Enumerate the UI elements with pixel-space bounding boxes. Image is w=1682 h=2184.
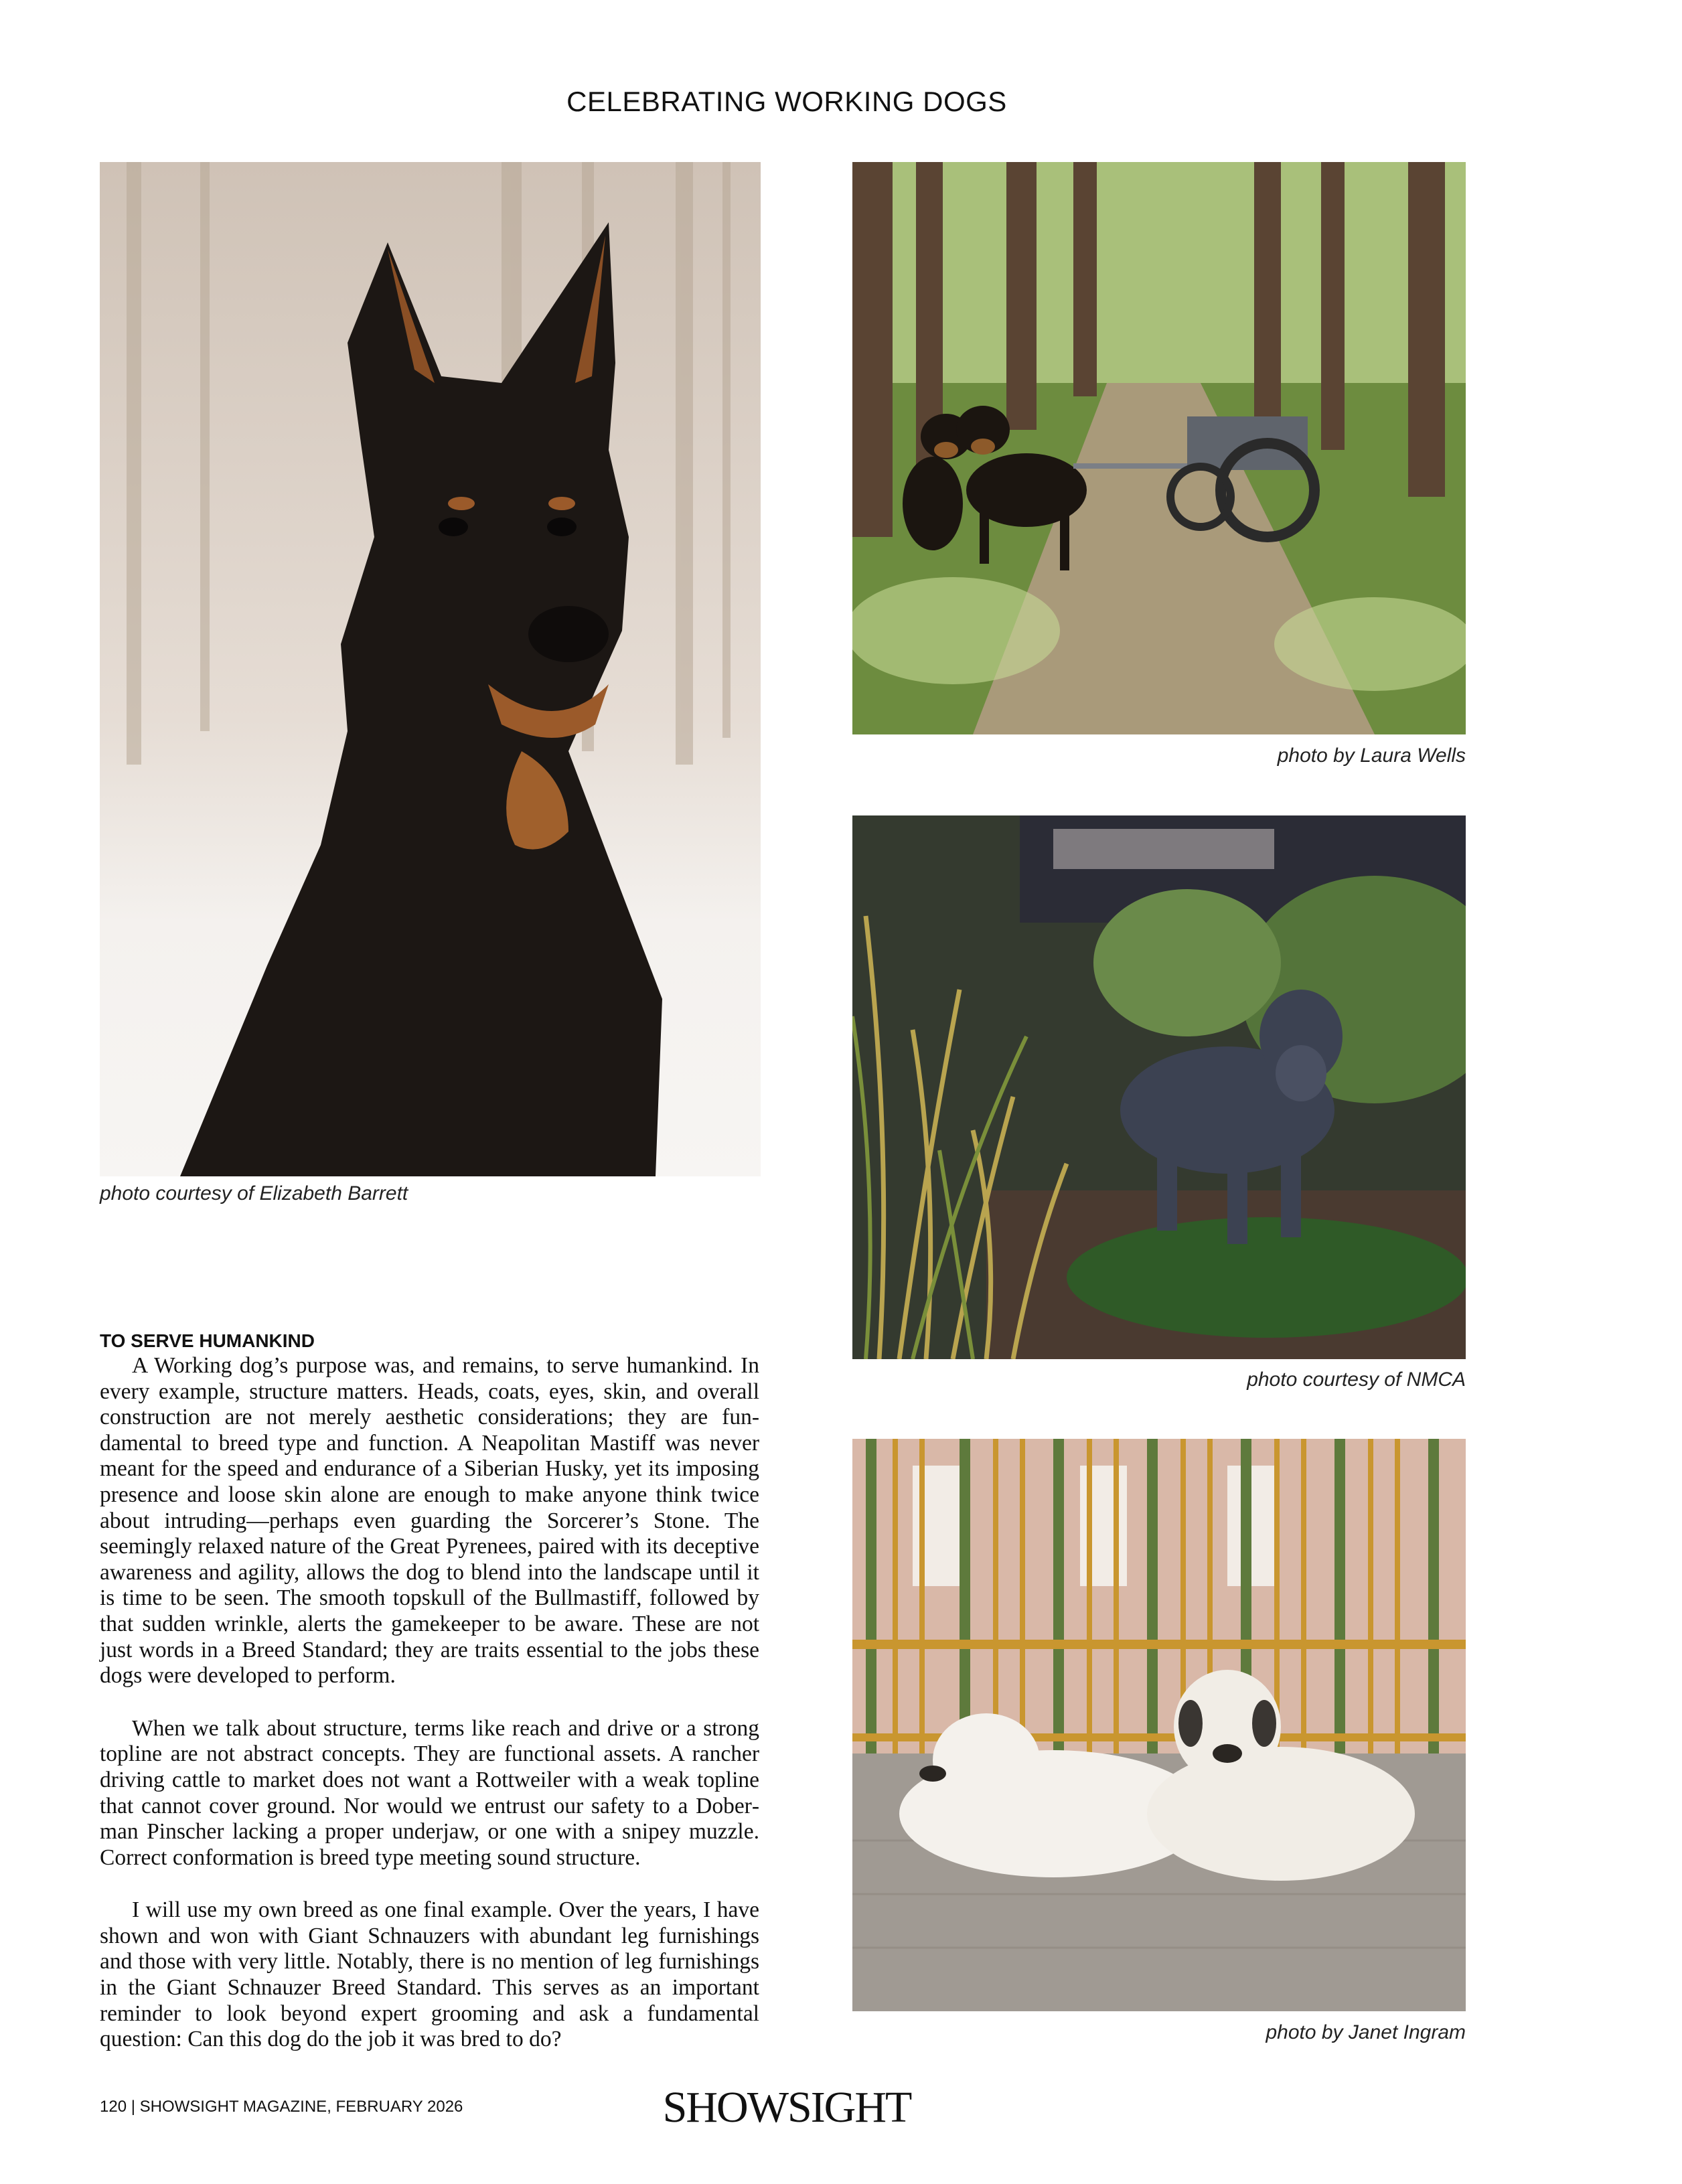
- article-paragraph-1: A Working dog’s purpose was, and remains, to serve humankind. In every example, structure matters. Heads, coats, eyes, skin, and overall construction are not merely aesthetic considerations; they are fundamental to breed type and function. A Neapolitan Mastiff was never meant for the speed and endurance of a Siberian Husky, yet its imposing presence and loose skin alone are enough to make anyone think twice about intruding—perhaps even guarding the Sorcerer’s Stone. The seemingly relaxed nature of the Great Pyrenees, paired with its deceptive awareness and agility, allows the dog to blend into the landscape until it is time to be seen. The smooth topskull of the Bullmastiff, followed by that sudden wrinkle, alerts the gamekeeper to be aware. These are not just words in a Breed Standard; they are traits essential to the jobs these dogs were developed to perform.: [100, 1353, 759, 1689]
- article-subhead: TO SERVE HUMANKIND: [100, 1330, 315, 1351]
- rottweilers-caption: photo by Laura Wells: [1277, 745, 1466, 767]
- article-paragraph-3: I will use my own breed as one final example. Over the years, I have shown and won with Giant Schnauzers with abundant leg furnishings and those with very little. Notably, there is no mention of leg furnishings in the Giant Schnauzer Breed Standard. This serves as an important reminder to look beyond expert grooming and ask a fundamental question: Can this dog do the job it was bred to do?: [100, 1897, 759, 2052]
- pyrenees-photo: [852, 1439, 1466, 2011]
- doberman-caption: photo courtesy of Elizabeth Barrett: [100, 1182, 408, 1204]
- mastiff-caption: photo courtesy of NMCA: [1247, 1369, 1466, 1391]
- pyrenees-caption: photo by Janet Ingram: [1266, 2021, 1466, 2043]
- page-folio: 120 | SHOWSIGHT MAGAZINE, FEBRUARY 2026: [100, 2098, 463, 2116]
- article: [100, 1330, 759, 2080]
- section-title: CELEBRATING WORKING DOGS: [566, 86, 1007, 117]
- doberman-photo: [100, 162, 761, 1176]
- rottweilers-photo: [852, 162, 1466, 734]
- showsight-logo: SHOWSIGHT: [662, 2083, 911, 2132]
- mastiff-photo: [852, 815, 1466, 1359]
- article-paragraph-2: When we talk about structure, terms like reach and drive or a strong topline are not abstract concepts. They are functional assets. A rancher driving cattle to market does not want a Rottweiler with a weak topline that cannot cover ground. Nor would we entrust our safety to a Doberman Pinscher lacking a proper underjaw, or one with a snipey muzzle. Correct conformation is breed type meeting sound structure.: [100, 1715, 759, 1870]
